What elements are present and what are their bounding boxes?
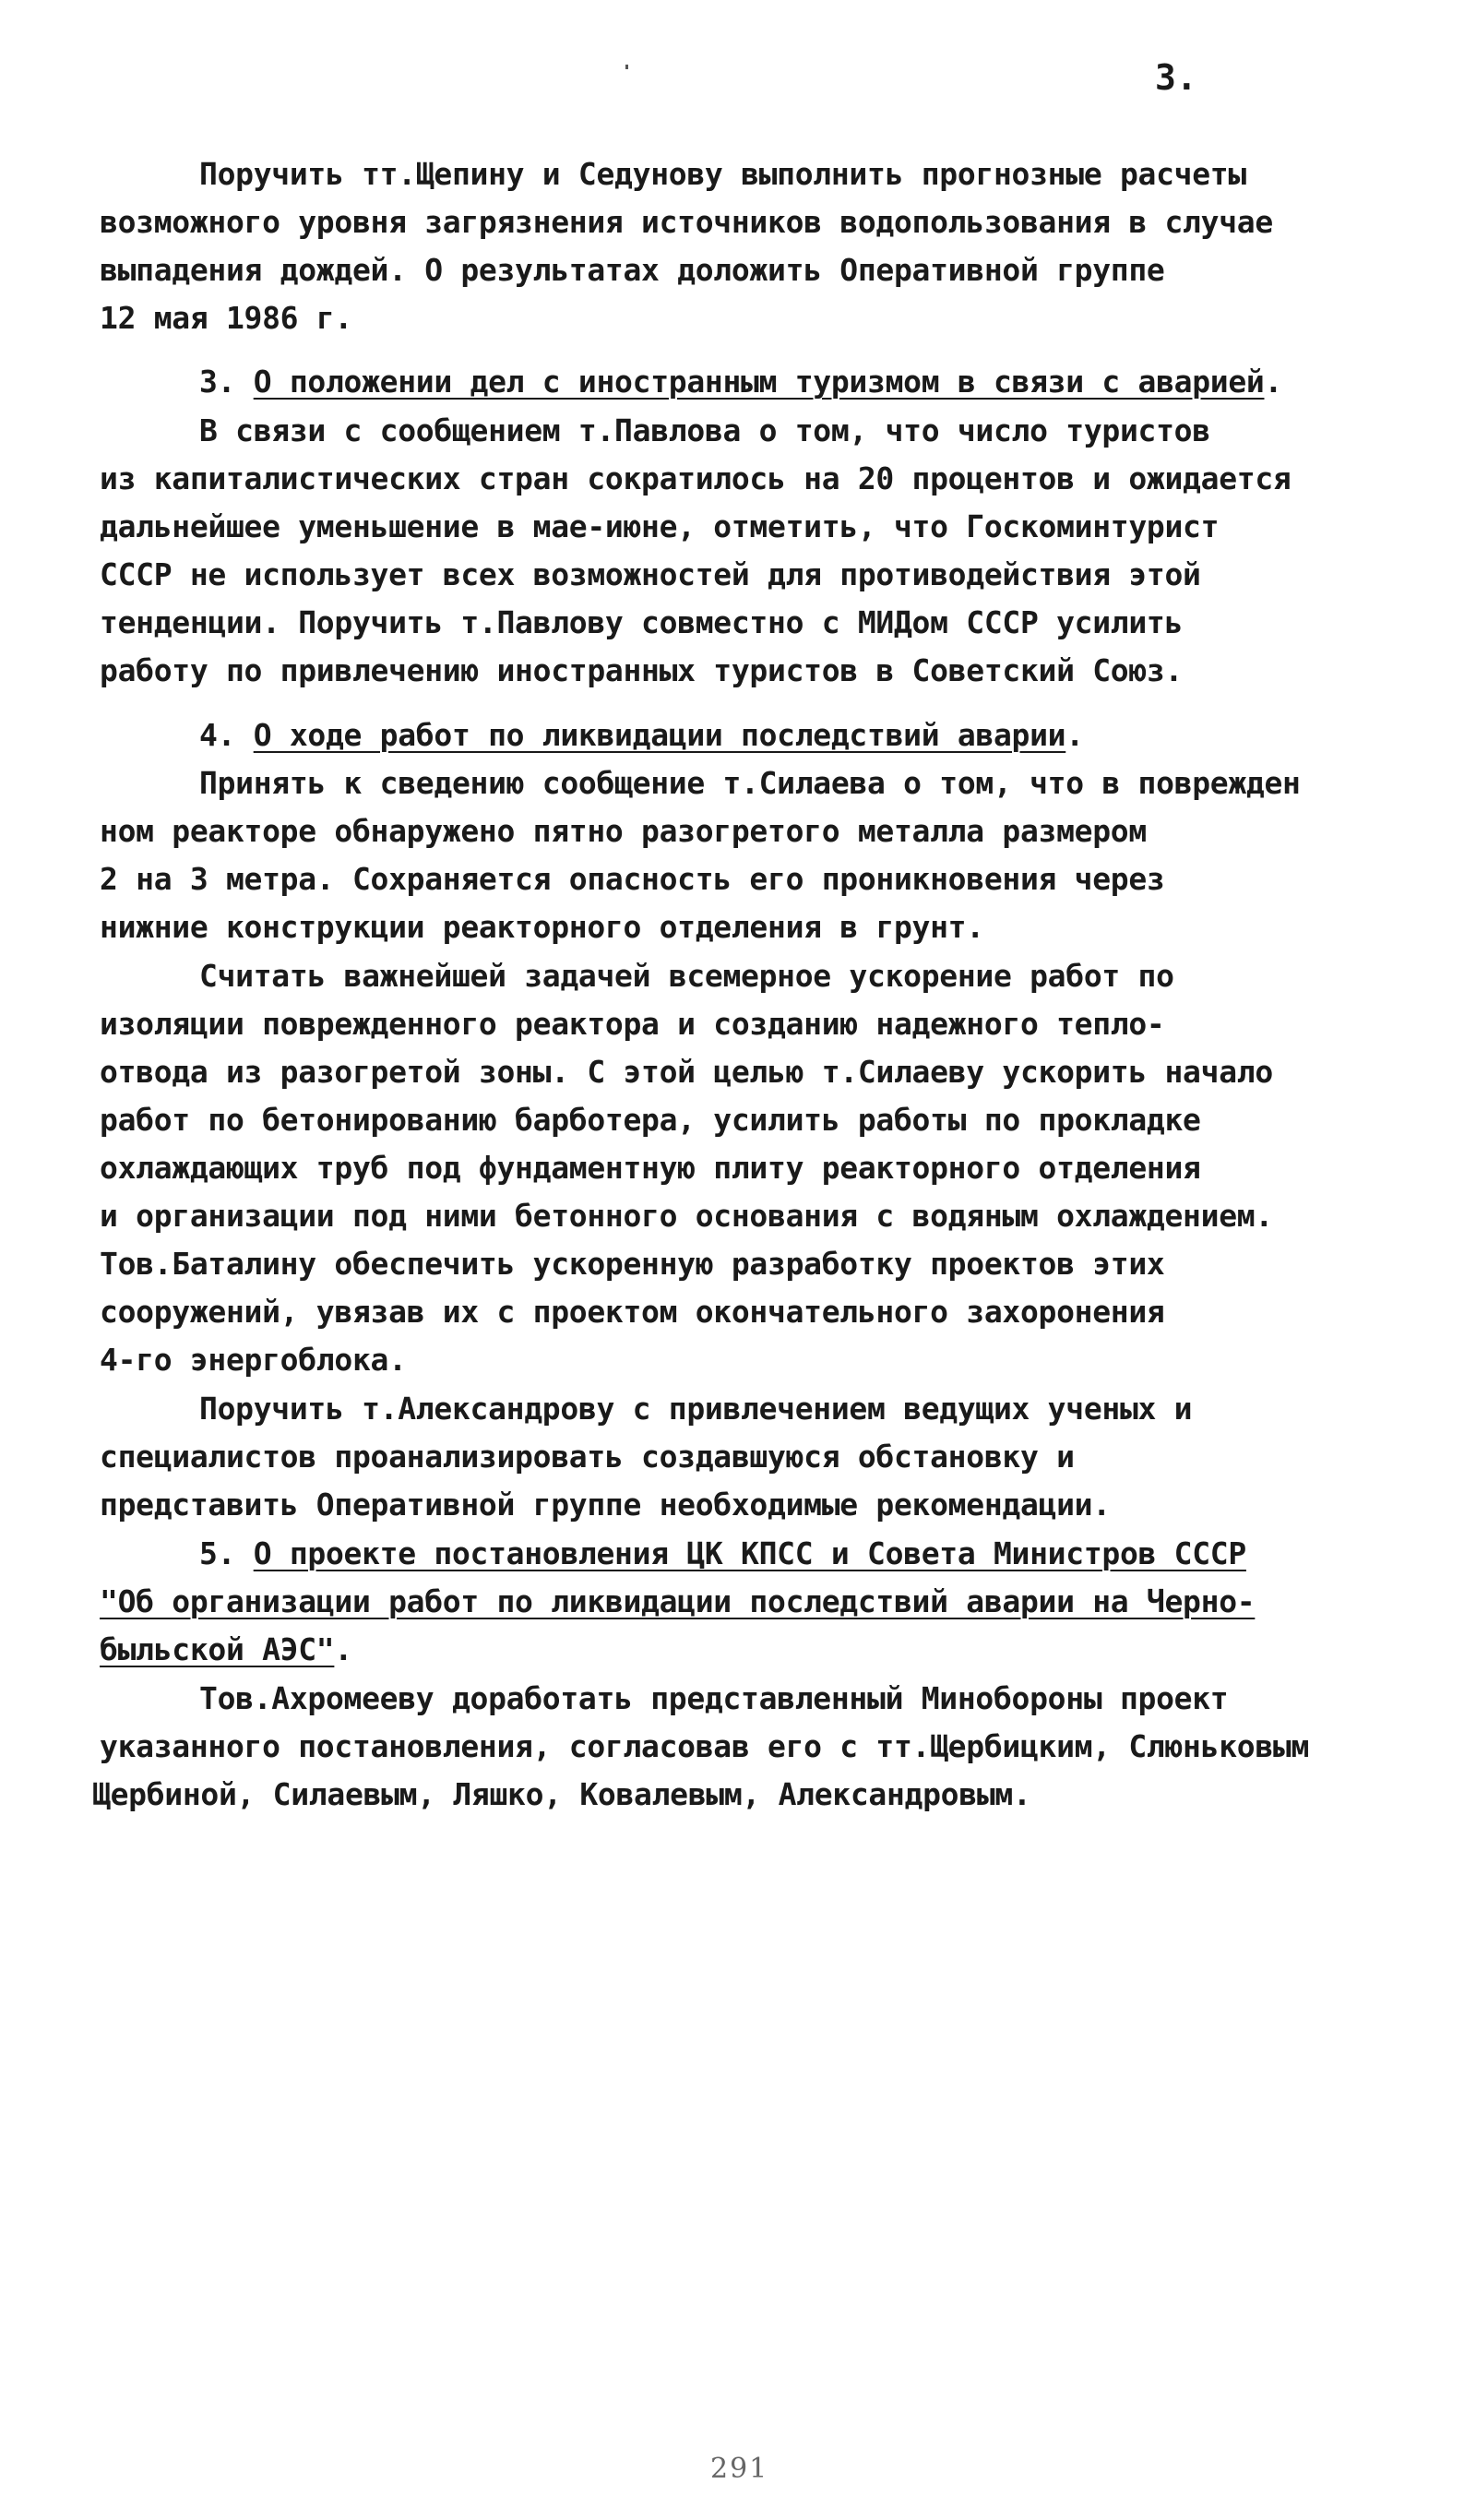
section-number: 5. (199, 1535, 254, 1571)
section-title-period: . (1264, 364, 1283, 400)
text-line: отвода из разогретой зоны. С этой целью т.Силаеву ускорить начало (100, 1054, 1273, 1090)
text-line: работ по бетонированию барботера, усилить работы по прокладке (100, 1102, 1201, 1138)
section-title: О положении дел с иностранным туризмом в связи с аварией (253, 364, 1265, 400)
section-title: О ходе работ по ликвидации последствий аварии (253, 717, 1066, 753)
text-line: 2 на 3 метра. Сохраняется опасность его проникновения через (100, 861, 1165, 897)
text-line: СССР не использует всех возможностей для противодействия этой (100, 556, 1201, 592)
text-line: Поручить т.Александрову с привлечением ведущих ученых и (199, 1391, 1193, 1427)
section-4-heading (199, 716, 1084, 755)
section-title-period: . (334, 1631, 352, 1667)
text-line: изоляции поврежденного реактора и созданию надежного тепло- (100, 1006, 1165, 1042)
scan-speck (625, 65, 628, 69)
text-line: Тов.Ахромееву доработать представленный Минобороны проект (199, 1680, 1229, 1716)
text-line: представить Оперативной группе необходимые рекомендации. (100, 1487, 1111, 1523)
text-line: сооружений, увязав их с проектом окончательного захоронения (100, 1294, 1165, 1330)
section-title: быльской АЭС" (100, 1631, 335, 1667)
text-line: тенденции. Поручить т.Павлову совместно с МИДом СССР усилить (100, 604, 1184, 640)
text-line: В связи с сообщением т.Павлова о том, что число туристов (199, 412, 1210, 448)
text-line: выпадения дождей. О результатах доложить Оперативной группе (100, 252, 1165, 288)
text-line: 4-го энергоблока. (100, 1342, 407, 1378)
text-line: из капиталистических стран сократилось на 20 процентов и ожидается (100, 460, 1292, 496)
archive-page-number: 291 (710, 2453, 769, 2485)
section-title: "Об организации работ по ликвидации последствий аварии на Черно- (100, 1583, 1256, 1619)
text-line: охлаждающих труб под фундаментную плиту реакторного отделения (100, 1150, 1201, 1186)
section-5-heading (199, 1535, 1246, 1573)
text-line: дальнейшее уменьшение в мае-июне, отметить, что Госкоминтурист (100, 508, 1220, 544)
section-title: О проекте постановления ЦК КПСС и Совета Министров СССР (253, 1535, 1246, 1571)
text-line: специалистов проанализировать создавшуюся обстановку и (100, 1439, 1075, 1475)
section-title-period: . (1065, 717, 1084, 753)
text-line: Тов.Баталину обеспечить ускоренную разработку проектов этих (100, 1246, 1165, 1282)
section-3-heading (199, 363, 1282, 401)
text-line: и организации под ними бетонного основания с водяным охлаждением. (100, 1198, 1273, 1234)
section-5-heading-cont (100, 1630, 352, 1669)
text-line: нижние конструкции реакторного отделения в грунт. (100, 909, 984, 945)
page-number: 3. (1155, 57, 1197, 98)
text-line: Поручить тт.Щепину и Седунову выполнить прогнозные расчеты (199, 156, 1246, 192)
text-line: 12 мая 1986 г. (100, 300, 352, 336)
section-5-heading-cont (100, 1582, 1255, 1621)
text-line: Щербиной, Силаевым, Ляшко, Ковалевым, Александровым. (92, 1776, 1031, 1812)
text-line: возможного уровня загрязнения источников водопользования в случае (100, 204, 1273, 240)
section-number: 4. (199, 717, 254, 753)
section-number: 3. (199, 364, 254, 400)
text-line: Принять к сведению сообщение т.Силаева о том, что в поврежден (199, 765, 1301, 801)
text-line: ном реакторе обнаружено пятно разогретого металла размером (100, 813, 1147, 849)
text-line: работу по привлечению иностранных туристов в Советский Союз. (100, 652, 1184, 688)
text-line: Считать важнейшей задачей всемерное ускорение работ по (199, 958, 1174, 994)
text-line: указанного постановления, согласовав его с тт.Щербицким, Слюньковым (100, 1728, 1310, 1764)
